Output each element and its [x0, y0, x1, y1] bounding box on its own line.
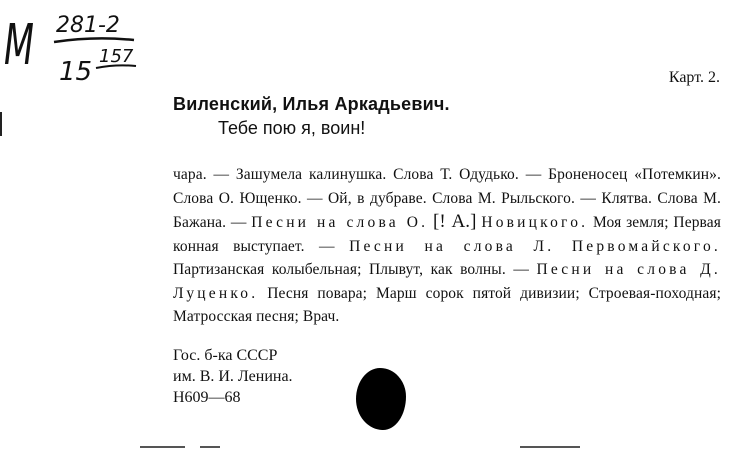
shelf-mark-letter: М — [4, 12, 34, 78]
handwritten-shelf-mark — [4, 2, 154, 92]
author-heading: Виленский, Илья Аркадьевич. — [173, 94, 450, 114]
bottom-edge-mark — [140, 446, 185, 448]
library-line-2: им. В. И. Ленина. — [173, 368, 293, 385]
contents-part-1: чара. — Зашумела калинушка. Слова Т. Одудько. — Броненосец «Потемкин». Слова О. Ющенко. — Ой, в дубраве. Слова М. Рыльского. — Клятва. Слова М. Бажана. — — [173, 166, 721, 231]
songs-heading-lutsenko: Песни на слова Д. Луценко. — [173, 261, 721, 302]
contents-note — [173, 163, 721, 329]
shelf-mark-bottom-number: 15 — [59, 57, 93, 87]
card-code: Н609—68 — [173, 389, 241, 406]
work-title: Тебе пою я, воин! — [218, 118, 366, 138]
holdings-block — [173, 345, 293, 408]
shelf-mark-superscript: 157 — [99, 46, 134, 67]
bottom-edge-mark — [520, 446, 580, 448]
contents-part-3: Партизанская колыбельная; Плывут, как волны. — — [173, 261, 537, 278]
bottom-edge-mark — [200, 446, 220, 448]
songs-heading-novitsky: Песни на слова О. — [251, 214, 429, 231]
shelf-mark-fraction-line — [54, 38, 134, 42]
punch-hole — [356, 368, 406, 430]
songs-heading-pervomaisky: Песни на слова Л. Первомайского. — [349, 237, 722, 255]
shelf-mark-top-number: 281-2 — [56, 13, 120, 38]
songs-author-novitsky: Новицкого. — [481, 214, 589, 231]
contents-part-2: Моя земля; Первая конная выступает. — — [173, 214, 721, 255]
library-line-1: Гос. б-ка СССР — [173, 347, 278, 364]
left-edge-mark — [0, 112, 2, 136]
contents-part-4: Песня повара; Марш сорок пятой дивизии; Строевая-походная; Матросская песня; Врач. — [173, 284, 721, 325]
card-number: Карт. 2. — [668, 69, 720, 86]
editorial-bracket: [! А.] — [432, 211, 477, 232]
